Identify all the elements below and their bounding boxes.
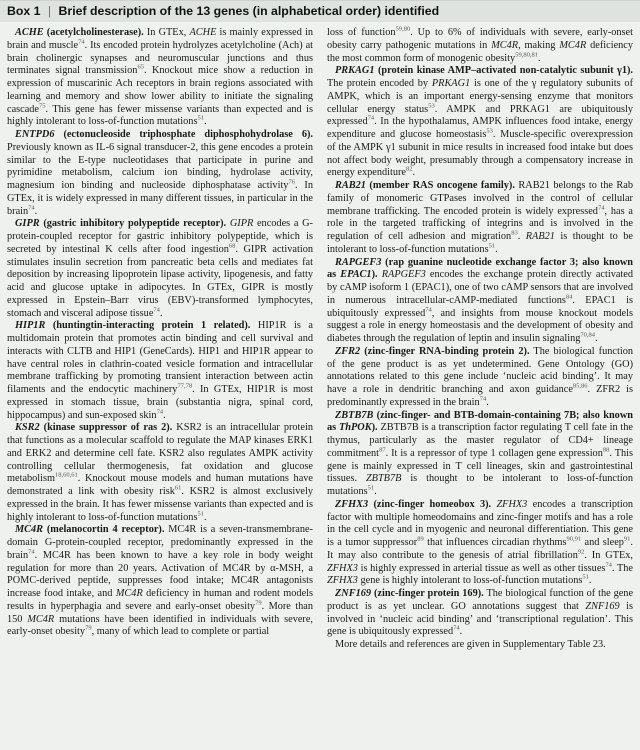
description-text: . — [203, 116, 207, 128]
gene-italic: ZFHX3 — [496, 498, 528, 510]
reference-citation: 68 — [228, 242, 236, 250]
reference-citation: 51 — [197, 510, 204, 518]
reference-citation: 59,80,81 — [515, 51, 538, 59]
description-text: More details and references are given in Supplementary Table 23. — [335, 639, 606, 650]
description-text: . — [517, 231, 526, 242]
reference-citation: 74 — [153, 306, 160, 314]
reference-citation: 76 — [288, 178, 295, 186]
gene-full-name: (rap guanine nucleotide exchange factor 3; also known as — [327, 256, 634, 281]
gene-entry — [7, 129, 313, 218]
description-text: . It is a repressor of type 1 collagen gene expression — [385, 447, 603, 459]
description-text: . — [588, 575, 592, 587]
description-text: . More than 150 — [7, 600, 313, 625]
gene-italic: MC4R — [491, 39, 519, 51]
gene-italic: RAB21 — [525, 231, 555, 242]
description-text: is highly expressed in arterial tissue as well as other tissues — [357, 562, 606, 574]
reference-citation: 74 — [367, 114, 375, 122]
gene-symbol: KSR2 — [15, 422, 40, 434]
gene-italic: MC4R — [27, 613, 55, 625]
description-text: . In GTEx, it is widely expressed in many different tissues, in particular in the brain — [7, 180, 313, 217]
gene-italic: MC4R — [115, 588, 143, 599]
description-text: . — [163, 409, 166, 421]
gene-alias: ThPOK — [338, 422, 372, 434]
description-text: gene is highly intolerant to loss-of-function mutations — [357, 575, 583, 587]
description-text: . — [412, 167, 416, 179]
gene-italic: GIPR — [229, 218, 254, 230]
description-text: . In the hypothalamus, AMPK influences food intake, energy expenditure and glucose homeostasis — [327, 116, 633, 140]
reference-citation: 18,60,61 — [55, 471, 78, 479]
gene-heading — [335, 65, 633, 76]
gene-entry — [327, 257, 633, 346]
reference-citation: 51 — [367, 484, 375, 492]
gene-italic: PRKAG1 — [431, 78, 471, 89]
gene-full-name: (zinc-finger RNA-binding protein 2). — [364, 345, 530, 357]
gene-symbol: ZFR2 — [335, 345, 361, 357]
reference-citation: 51 — [582, 573, 589, 581]
reference-citation: 74 — [479, 395, 487, 403]
description-text: . KSR2 is almost exclusively expressed in the brain. It has fewer missense variants than expected and is highly intolerant to loss-of-function mutations — [7, 486, 313, 523]
gene-entry — [7, 218, 313, 320]
description-text: Previously known as IL-6 signal transducer-2, this gene encodes a protein similar to the E-type nucleotidases that participate in purine and pyrimidine metabolism, calcium ion binding, hydrolase activity, magnesium ion binding and nucleoside diphosphatase activity — [7, 141, 313, 191]
reference-citation: 92 — [577, 548, 585, 556]
reference-citation: 77,78 — [177, 382, 193, 390]
description-text: , making — [518, 39, 560, 51]
description-text: . The — [611, 562, 633, 574]
reference-citation: 74 — [28, 204, 35, 212]
gene-entry — [7, 524, 313, 639]
gene-symbol: ACHE — [15, 27, 44, 38]
gene-full-name: (protein kinase AMP–activated non-catalytic subunit γ1). — [377, 65, 634, 77]
gene-symbol: MC4R — [15, 524, 44, 536]
description-text: is thought to be intolerant to loss-of-function mutations — [327, 231, 633, 255]
gene-symbol: PRKAG1 — [335, 65, 375, 77]
box-title: Brief description of the 13 genes (in alphabetical order) identified — [58, 4, 440, 18]
reference-citation: 74 — [28, 548, 35, 556]
reference-citation: 87 — [379, 446, 386, 454]
reference-citation: 91 — [623, 535, 631, 543]
columns — [0, 22, 640, 652]
description-text: encodes the exchange protein directly activated by cAMP isoform 1 (EPAC1), one of two cAMP sensors that are involved in numerous intracellular-cAMP-mediated functions — [327, 269, 633, 306]
gene-full-name: (zinc-finger protein 169). — [373, 588, 484, 599]
description-text: RAB21 belongs to the Rab family of monomeric GTPases involved in the control of cellular membrane trafficking. The encoded protein is widely expressed — [327, 180, 633, 217]
reference-citation: 88 — [602, 446, 610, 454]
gene-heading — [15, 129, 313, 140]
description-text: . In GTEx, HIP1R is most expressed in stomach tissue, brain (substantia nigra, spinal cord, hippocampus) and sun-exposed skin — [7, 384, 314, 421]
reference-citation: 74 — [78, 38, 85, 46]
description-text: . AMPK and PRKAG1 are ubiquitously expressed — [327, 103, 633, 128]
reference-citation: 65 — [137, 63, 144, 71]
description-text: The protein encoded by — [327, 78, 432, 89]
description-text: , many of which lead to complete or partial — [91, 626, 270, 638]
reference-citation: 89 — [417, 535, 424, 543]
description-text: . Knockout mouse models and human mutations have demonstrated a link with obesity risk — [7, 473, 313, 497]
description-text: mutations have been identified in individuals with severe, early-onset obesity — [7, 613, 313, 638]
reference-citation: 59,80 — [395, 25, 411, 33]
reference-citation: 74 — [597, 204, 605, 212]
description-text: is mainly expressed in brain and muscle — [7, 27, 314, 51]
gene-heading — [335, 499, 491, 510]
left-column — [7, 27, 313, 652]
description-text: In GTEx, — [143, 27, 190, 38]
gene-entry — [7, 422, 313, 524]
gene-italic: MC4R — [559, 39, 587, 51]
description-text: . — [495, 243, 498, 255]
description-text: ZBTB7B is a transcription factor regulating T cell fate in the thymus, particularly as the master regulator of CD4+ lineage commitment — [327, 422, 633, 459]
description-text: is thought to be intolerant to loss-of-function mutations — [327, 473, 633, 497]
gene-entry — [7, 320, 313, 422]
gene-heading — [15, 27, 144, 38]
description-text: . It may also contribute to the genesis of atrial fibrillation — [327, 537, 633, 561]
reference-citation: 74 — [453, 624, 460, 632]
box-number: Box 1 — [7, 4, 41, 18]
description-text: encodes a G-protein-coupled receptor for gastric inhibitory polypeptide, which is secreted by intestinal K cells after food ingestion — [7, 218, 313, 255]
gene-full-name: (gastric inhibitory polypeptide receptor). — [43, 218, 227, 230]
gene-heading — [15, 320, 250, 331]
gene-symbol: ZNF169 — [335, 588, 372, 599]
description-text: deficiency in human and rodent models results in hyperphagia and severe and early-onset obesity — [7, 588, 314, 612]
gene-full-name: (melanocortin 4 receptor). — [46, 524, 165, 536]
reference-citation: 82 — [406, 165, 413, 173]
gene-symbol: RAB21 — [335, 180, 366, 191]
gene-symbol: ZBTB7B — [335, 409, 374, 421]
description-text: loss of function — [327, 27, 396, 38]
gene-italic: ZNF169 — [585, 600, 620, 612]
description-text: , has a role in the targeted trafficking of integrins and is involved in the regulation of cell adhesion and migration — [327, 205, 633, 242]
description-text: encodes a transcription factor with multiple homeodomains and zinc-finger motifs and has a role in the cell cycle and in myogenic and neuronal differentiation. This gene is a tumor suppressor — [327, 498, 634, 548]
description-text: deficiency the most common form of monogenic obesity — [327, 39, 634, 64]
description-text: and sleep — [581, 537, 624, 548]
description-text: that influences circadian rhythms — [423, 537, 567, 548]
gene-symbol: RAPGEF3 — [335, 256, 382, 268]
reference-citation: 61 — [174, 484, 182, 492]
reference-citation: 75 — [39, 102, 46, 110]
reference-citation: 51 — [488, 242, 496, 250]
gene-heading — [15, 218, 226, 229]
description-text: . ZFR2 is predominantly expressed in the brain — [327, 384, 634, 408]
description-text: . — [459, 626, 463, 638]
description-text: . This gene has fewer missense variants than expected and is highly intolerant to loss-of-function mutations — [7, 103, 313, 128]
reference-citation: 53 — [486, 127, 493, 135]
reference-citation: 83 — [511, 229, 518, 237]
description-text: . Knockout mice show a reduction in expression of muscarinic Ach receptors in brain regions associated with learning and memory and show lower ability to initiate the signaling cascade — [7, 65, 313, 115]
right-column — [327, 27, 633, 652]
box-header — [0, 1, 640, 22]
description-text: . This gene is mainly expressed in T cell lineages, skin and gastrointestinal tissues. — [327, 447, 633, 485]
description-text: is involved in ‘nucleic acid binding’ and ‘transcriptional regulation’. This gene is ubiquitously expressed — [327, 600, 633, 638]
reference-citation: 53 — [428, 102, 435, 110]
closing-note — [327, 639, 633, 652]
reference-citation: 85,86 — [572, 382, 588, 390]
gene-entry — [7, 27, 313, 129]
reference-citation: 74 — [156, 408, 164, 416]
description-text: . — [34, 205, 38, 217]
description-text: MC4R is a seven-transmembrane-domain G-protein-coupled receptor, predominantly expressed in the brain — [7, 524, 313, 561]
description-text: . — [159, 307, 163, 319]
gene-full-name: (kinase suppressor of ras 2). — [43, 422, 173, 434]
description-text: . — [595, 333, 598, 344]
header-separator: | — [47, 4, 52, 18]
description-text: KSR2 is an intracellular protein that functions as a molecular scaffold to regulate the MAP kinases ERK1 and ERK2 and determine cell fate. KSR2 also regulates AMPK activity controlling cellular thermogenesis, fat oxidation and glucose metabolism — [7, 422, 313, 485]
gene-alias: EPAC1 — [340, 269, 372, 281]
gene-full-name: (acetylcholinesterase). — [46, 27, 144, 38]
gene-heading — [335, 180, 515, 191]
gene-entry — [327, 27, 633, 65]
gene-italic: ZBTB7B — [365, 473, 402, 485]
gene-full-name: (ectonucleoside triphosphate diphosphohydrolase 6). — [63, 129, 313, 140]
gene-heading — [335, 588, 484, 599]
reference-citation: 51 — [197, 114, 204, 122]
gene-symbol: GIPR — [15, 218, 40, 230]
description-text: . Muscle-specific overexpression of the AMPK γ1 subunit in mice results in increased food intake but does not affect body weight, presumably through a compensatory increase in energy expenditure — [327, 129, 633, 179]
reference-citation: 70,84 — [580, 331, 595, 339]
description-text: . — [203, 511, 207, 523]
gene-entry — [327, 588, 633, 639]
gene-italic: RAPGEF3 — [381, 269, 426, 281]
gene-entry — [327, 410, 633, 499]
gene-heading — [15, 524, 164, 535]
reference-citation: 79 — [85, 624, 92, 632]
gene-full-name: (member RAS oncogene family). — [369, 180, 515, 191]
gene-entry — [327, 346, 633, 410]
gene-full-name: (huntingtin-interacting protein 1 related). — [52, 320, 251, 332]
reference-citation: 90,91 — [566, 535, 582, 543]
gene-entry — [327, 499, 633, 588]
description-text: . Its encoded protein hydrolyzes acetylcholine (Ach) at brain cholinergic synapses and neuromuscular junctions and thus terminates signal transmission — [7, 39, 314, 77]
gene-full-name-end: ). — [371, 422, 378, 434]
gene-italic: ZFHX3 — [327, 575, 358, 587]
description-text: . In GTEx, — [584, 549, 633, 561]
description-text: The biological function of the gene product is as yet undetermined. Gene Ontology (GO) annotations related to this gene include ‘nucleic acid binding’. It may have a role in dendritic branching and axon guidance — [327, 345, 633, 395]
gene-entry — [327, 65, 633, 180]
reference-citation: 74 — [425, 306, 432, 314]
gene-heading — [15, 422, 172, 433]
description-text: , and insights from mouse knockout models suggest a role in energy homeostasis and the development of obesity and diabetes through the regulation of leptin and insulin signaling — [327, 307, 633, 344]
gene-heading — [335, 346, 530, 357]
description-text: . — [537, 52, 541, 64]
gene-full-name: (zinc-finger homeobox 3). — [373, 498, 492, 510]
gene-symbol: ZFHX3 — [335, 498, 369, 510]
reference-citation: 79 — [255, 599, 262, 607]
gene-full-name: (zinc-finger- and BTB-domain-containing 7B; also known as — [327, 409, 633, 434]
description-text: . — [486, 396, 489, 408]
description-text: . MC4R has been known to have a key role in body weight regulation for more than 20 years. Activation of MC4R by α-MSH, a POMC-derived peptide, suppresses food intake; MC4R antagonists increase food intake, and — [7, 549, 313, 599]
description-text: HIP1R is a multidomain protein that promotes actin binding and cell survival and interacts with CLTB and HIP1 (GeneCards). HIP1 and HIP1R appear to have central roles in clathrin-coated vesicle formation and intracellular membrane trafficking by promoting transient interaction between actin filaments and the endocytic machinery — [7, 320, 313, 395]
description-text: is one of the γ regulatory subunits of AMPK, which is an important energy-sensing enzyme that monitors cellular energy status — [327, 78, 633, 115]
gene-italic: ZFHX3 — [327, 562, 358, 574]
gene-italic: ACHE — [189, 27, 217, 38]
description-text: . EPAC1 is ubiquitously expressed — [327, 294, 633, 319]
reference-citation: 74 — [605, 561, 612, 569]
description-text: . — [374, 486, 377, 497]
gene-symbol: ENTPD6 — [15, 129, 55, 140]
gene-full-name-end: ). — [371, 269, 378, 281]
gene-symbol: HIP1R — [15, 320, 46, 332]
description-text: . GIPR activation stimulates insulin secretion from pancreatic beta cells and mediates fat deposition by increasing lipoprotein lipase activity, lipogenesis, and fatty acid and glucose uptake in adipocytes. In GTEx, GIPR is mostly expressed in Epstein–Barr virus (EBV)-transformed lymphocytes, stomach and visceral adipose tissue — [7, 243, 313, 319]
gene-entry — [327, 180, 633, 257]
reference-citation: 84 — [565, 293, 573, 301]
description-text: The biological function of the gene product is as yet unclear. GO annotations suggest that — [327, 588, 634, 612]
description-text: . Up to 6% of individuals with severe, early-onset obesity carry pathogenic mutations in — [327, 27, 633, 51]
